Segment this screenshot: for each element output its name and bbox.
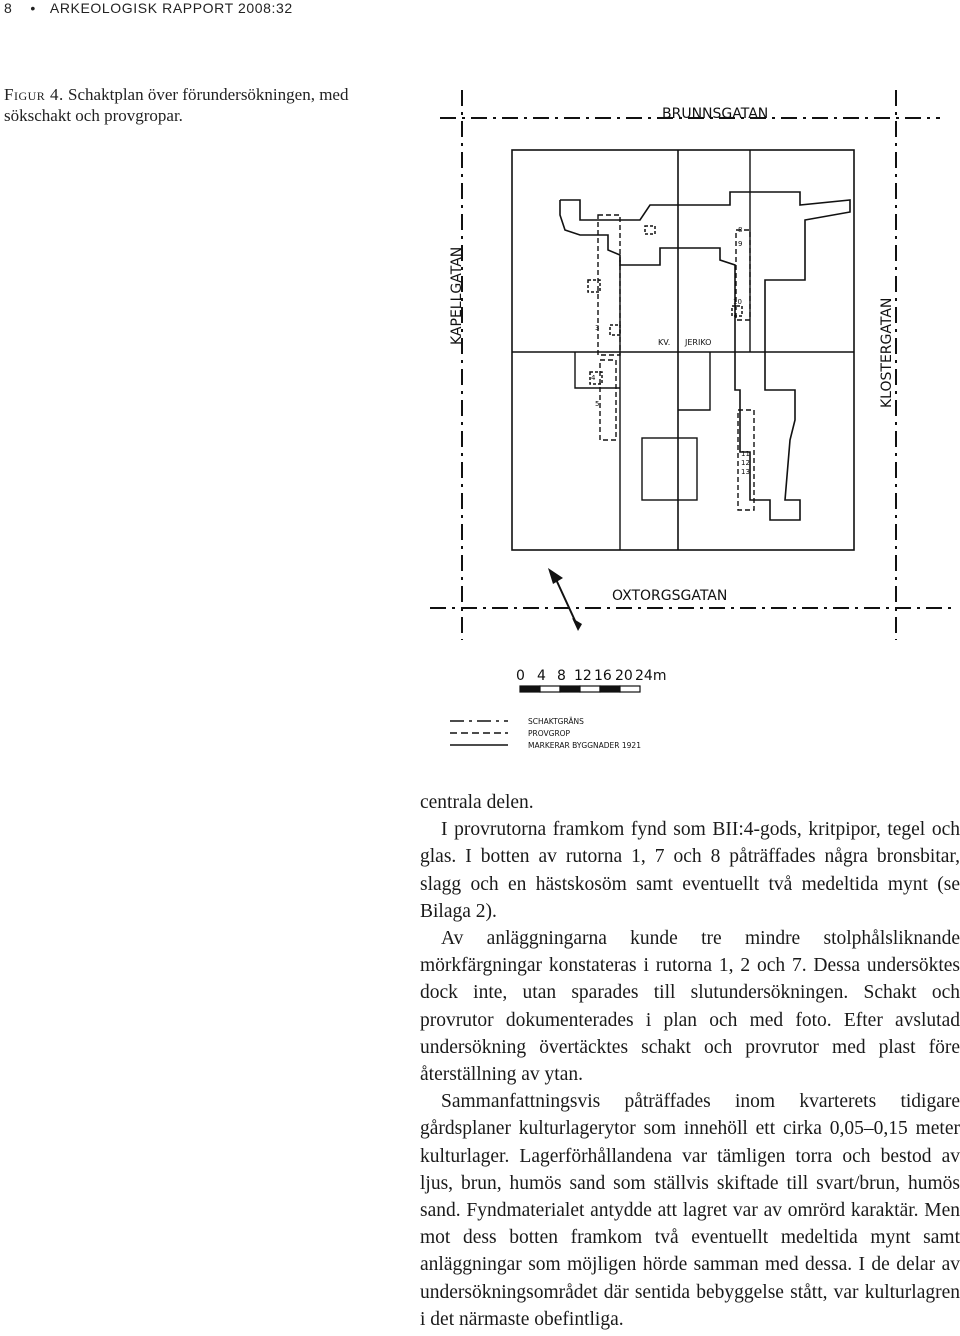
- paragraph: Sammanfattningsvis påträffades inom kvarterets tidigare gårdsplaner kulturlagerytor som innehöll ett cirka 0,05–0,15 meter kulturlager. Lagerförhållandena var tämligen torra och bestod av ljus, brun, humös sand som ställvis skiftade till svart/brun, humös sand. Fyndmaterialet antydde att lagret var av omrörd karaktär. Men mot dess botten framkom två eventuellt medeltida mynt samt anläggningar som möjligen hörde samman med dessa. I de delar av undersökningsområdet där sentida bebyggelse stått, var kulturlagren i det närmaste obefintliga.: [420, 1091, 960, 1330]
- paragraph: centrala delen.: [420, 792, 534, 813]
- test-pit: [645, 226, 655, 234]
- pit-label: 9: [738, 240, 743, 248]
- pit-label: 4: [591, 374, 596, 382]
- excavation-plan-map: [420, 80, 960, 770]
- figure-caption-text: Schaktplan över förundersökningen, med sökschakt och provgropar.: [4, 85, 349, 125]
- street-north: BRUNNSGATAN: [662, 106, 769, 122]
- legend-label: SCHAKTGRÄNS: [528, 717, 584, 726]
- pit-label: 12: [741, 459, 750, 467]
- paragraph: Av anläggningarna kunde tre mindre stolphålsliknande mörkfärgningar konstateras i rutorna 1, 2 och 7. Dessa undersöktes dock inte, utan sparades till slutundersökningen. Schakt och provrutor dokumenterades i plan och med foto. Efter avslutad undersökning övertäcktes schakt och provrutor med plast före återställning av ytan.: [420, 928, 960, 1086]
- north-arrow: [554, 575, 577, 625]
- legend-label: MARKERAR BYGGNADER 1921: [528, 741, 641, 750]
- map-legend: [450, 721, 508, 745]
- page-number: 8: [4, 0, 13, 16]
- header-bullet: •: [30, 0, 36, 16]
- street-west: KAPELLGATAN: [449, 246, 465, 345]
- test-pit: [610, 325, 620, 335]
- body-text: [420, 789, 960, 1333]
- figure-caption: [4, 84, 364, 126]
- block-prefix: KV.: [658, 338, 671, 347]
- scale-bar: [520, 686, 640, 692]
- pit-label: 5: [595, 400, 600, 408]
- scale-tick-label: 4: [537, 668, 546, 684]
- street-south: OXTORGSGATAN: [612, 588, 728, 604]
- legend-label: PROVGROP: [528, 729, 571, 738]
- pit-label: 10: [733, 298, 742, 306]
- scale-tick-label: 12: [574, 668, 592, 684]
- street-east: KLOSTERGATAN: [879, 297, 895, 408]
- north-arrow-head: [548, 568, 563, 584]
- north-arrow-tail: [572, 618, 582, 631]
- pit-label: 13: [741, 468, 750, 476]
- trench: [598, 215, 620, 355]
- scale-tick-label: 16: [594, 668, 612, 684]
- scale-tick-label: 20: [615, 668, 633, 684]
- figure-label: Figur 4.: [4, 85, 64, 104]
- pit-label: 3: [595, 324, 600, 332]
- block-outline: [512, 150, 854, 550]
- running-header: [4, 0, 293, 16]
- report-series: ARKEOLOGISK RAPPORT 2008:32: [49, 0, 293, 16]
- test-pit: [732, 306, 742, 316]
- block-name: JERIKO: [685, 338, 712, 347]
- pit-label: 8: [738, 226, 743, 234]
- scale-tick-label: 0: [516, 668, 525, 684]
- pit-label: 11: [741, 450, 750, 458]
- scale-tick-label: 24m: [635, 668, 667, 684]
- trench: [560, 192, 850, 520]
- paragraph: I provrutorna framkom fynd som BII:4-gods, kritpipor, tegel och glas. I botten av rutorna 1, 7 och 8 påträffades några bronsbitar, slagg och en hästskosöm samt eventuellt två medeltida mynt (se Bilaga 2).: [420, 819, 960, 922]
- scale-tick-label: 8: [557, 668, 566, 684]
